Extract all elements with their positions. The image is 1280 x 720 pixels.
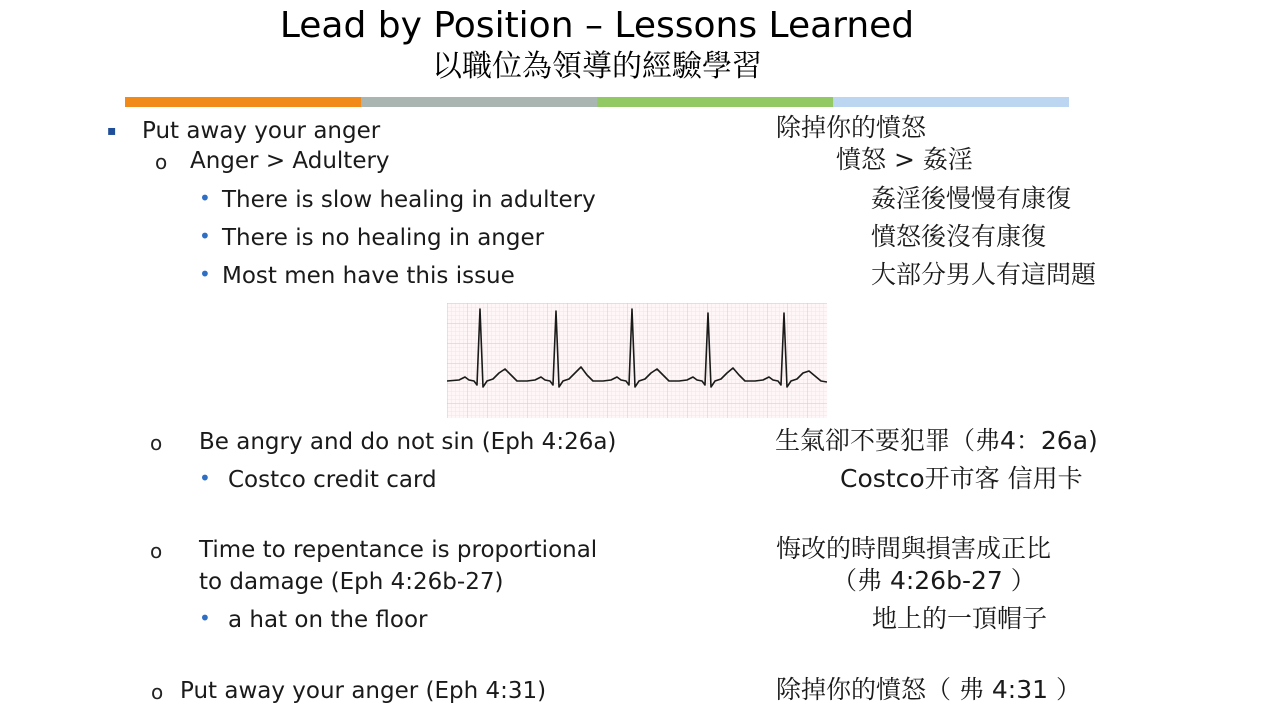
accent-color-bar <box>125 97 1069 107</box>
item-3-english-line-1: Time to repentance is proportional <box>199 537 598 563</box>
point-1-chinese: 姦淫後慢慢有康復 <box>871 184 1072 213</box>
item-3-point-english: a hat on the floor <box>228 607 428 633</box>
ecg-strip-image <box>447 303 827 418</box>
ecg-grid <box>447 303 827 418</box>
dot-bullet-icon: • <box>199 262 211 286</box>
item-2-chinese: 生氣卻不要犯罪（弗4：26a) <box>775 426 1098 455</box>
dot-bullet-icon: • <box>199 224 211 248</box>
item-1-english: Put away your anger <box>142 118 381 144</box>
item-1-chinese: 除掉你的憤怒 <box>776 113 927 142</box>
accent-bar-gray <box>361 97 597 107</box>
dot-bullet-icon: • <box>199 466 211 490</box>
accent-bar-green <box>597 97 833 107</box>
item-2-point-chinese: Costco开市客 信用卡 <box>840 464 1083 493</box>
item-4-chinese: 除掉你的憤怒（ 弗 4:31 ） <box>776 675 1081 704</box>
item-3-chinese-line-2: （弗 4:26b-27 ） <box>832 566 1036 595</box>
dot-bullet-icon: • <box>199 606 211 630</box>
item-2-point-english: Costco credit card <box>228 467 437 493</box>
item-1-sub-english: Anger > Adultery <box>190 148 390 174</box>
accent-bar-orange <box>125 97 361 107</box>
circle-bullet-icon: o <box>150 539 163 563</box>
item-3-english-line-2: to damage (Eph 4:26b-27) <box>199 569 504 595</box>
dot-bullet-icon: • <box>199 186 211 210</box>
slide-subtitle-chinese: 以職位為領導的經驗學習 <box>432 49 762 84</box>
item-3-chinese-line-1: 悔改的時間與損害成正比 <box>776 534 1052 563</box>
point-1-english: There is slow healing in adultery <box>222 187 596 213</box>
square-bullet-icon: ▪ <box>107 123 117 139</box>
item-4-english: Put away your anger (Eph 4:31) <box>180 678 547 704</box>
item-1-sub-chinese: 憤怒 > 姦淫 <box>836 145 973 174</box>
point-2-chinese: 憤怒後沒有康復 <box>871 222 1047 251</box>
item-2-english: Be angry and do not sin (Eph 4:26a) <box>199 429 617 455</box>
circle-bullet-icon: o <box>151 680 164 704</box>
item-3-point-chinese: 地上的一頂帽子 <box>872 604 1048 633</box>
accent-bar-lightblue <box>833 97 1069 107</box>
circle-bullet-icon: o <box>150 431 163 455</box>
circle-bullet-icon: o <box>155 150 168 174</box>
point-2-english: There is no healing in anger <box>222 225 545 251</box>
point-3-chinese: 大部分男人有這問題 <box>871 260 1097 289</box>
point-3-english: Most men have this issue <box>222 263 515 289</box>
slide-title: Lead by Position – Lessons Learned <box>279 5 915 46</box>
